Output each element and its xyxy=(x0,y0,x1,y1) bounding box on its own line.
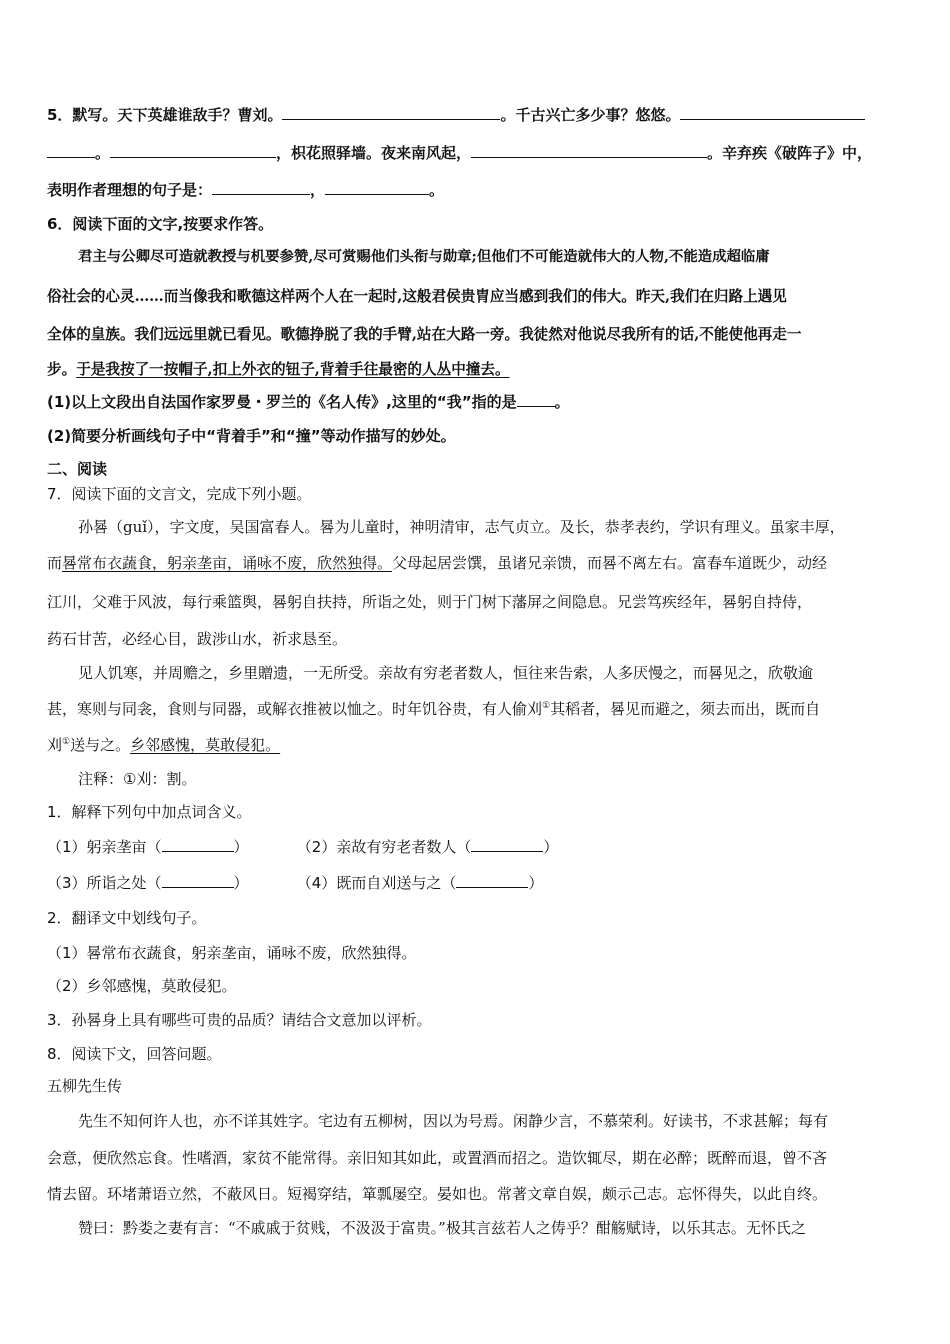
q7-underlined-sentence-2: 乡邻感愧，莫敢侵犯。 xyxy=(130,736,281,754)
q7-item xyxy=(47,836,292,857)
q5-text: 5．默写。天下英雄谁敌手？曹刘。 xyxy=(47,106,283,124)
q8-title: 五柳先生传 xyxy=(47,1077,123,1095)
q5-text: ，枳花照驿墙。夜来南风起， xyxy=(276,144,472,162)
section-heading: 二、阅读 xyxy=(47,460,108,478)
q7-item-text: ） xyxy=(233,838,249,856)
q7-para-line: 见人饥寒，并周赡之，乡里贈遗，一无所受。亲故有穷老者数人，恒往来告索，人多厌慢之，而晷见之，欣敬逾 xyxy=(78,664,814,682)
answer-blank[interactable] xyxy=(282,105,500,120)
q7-item-text: （4）既而自刈送与之（ xyxy=(296,874,457,892)
q5-text: 。辛弃疾《破阵子》中， xyxy=(707,144,873,162)
answer-blank[interactable] xyxy=(212,180,310,195)
q7-text: 而 xyxy=(47,554,63,572)
q7-text: 送与之。 xyxy=(70,736,131,754)
q7-item xyxy=(297,838,559,856)
q7-subq-3: 3．孙晷身上具有哪些可贵的品质？请结合文意加以评析。 xyxy=(47,1011,432,1029)
q7-text: 甚，寒则与同衾，食则与同器，或解衣推被以恤之。时年饥谷贵，有人偷刈 xyxy=(47,700,543,718)
q5-line-3 xyxy=(47,179,444,200)
q7-subq-1: 1．解释下列句中加点词含义。 xyxy=(47,803,252,821)
q7-subq-1-row xyxy=(47,872,543,893)
q7-text: 父母起居尝馔，虽诸兄亲馈，而晷不离左右。富春车道既少，动经 xyxy=(392,554,828,572)
q5-text: ， xyxy=(310,181,326,199)
q6-sub-1 xyxy=(47,391,570,412)
q7-para-line xyxy=(47,552,827,573)
answer-blank[interactable] xyxy=(471,143,707,158)
q7-item-text: ） xyxy=(543,838,559,856)
q7-subq-2-item: （1）晷常布衣蔬食，躬亲垄亩，诵咏不废，欣然独得。 xyxy=(47,944,417,962)
q7-item-text: ） xyxy=(233,874,249,892)
q7-para-line xyxy=(47,698,820,719)
q7-text: 刈 xyxy=(47,736,63,754)
q5-line-2 xyxy=(47,142,872,163)
footnote-marker: ① xyxy=(542,701,551,711)
q8-heading: 8．阅读下文，回答问题。 xyxy=(47,1045,222,1063)
q5-text: 。 xyxy=(429,181,445,199)
q6-para-line: 全体的皇族。我们远远里就已看见。歌德挣脱了我的手臂,站在大路一旁。我徒然对他说尽我所有的话,不能使他再走一 xyxy=(47,326,802,343)
q7-item-text: （1）躬亲垄亩（ xyxy=(47,838,162,856)
q6-text: 。 xyxy=(554,393,570,411)
q7-para-line xyxy=(47,734,280,755)
q7-text: 其稻者，晷见而避之，须去而出，既而自 xyxy=(550,700,821,718)
q7-subq-2: 2．翻译文中划线句子。 xyxy=(47,909,207,927)
answer-blank[interactable] xyxy=(162,837,234,852)
q7-underlined-sentence-1: 晷常布衣蔬食，躬亲垄亩，诵咏不废，欣然独得。 xyxy=(62,554,393,572)
answer-blank[interactable] xyxy=(325,180,429,195)
answer-blank[interactable] xyxy=(471,837,543,852)
q6-para-line-4 xyxy=(47,358,510,379)
q6-para-line: 君主与公卿尽可造就教授与机要参赞,尽可赏赐他们头衔与勋章;但他们不可能造就伟大的人物,不能造成超临庸 xyxy=(78,248,770,265)
answer-blank[interactable] xyxy=(162,873,234,888)
q5-text: 。千古兴亡多少事？悠悠。 xyxy=(500,106,681,124)
q7-item xyxy=(47,872,292,893)
q7-para-line: 江川，父难于风波，每行乘篮舆，晷躬自扶持，所诣之处，则于门树下藩屏之间隐息。兄尝笃疾经年，晷躬自持侍， xyxy=(47,593,813,611)
q6-sub-2: (2)简要分析画线句子中“背着手”和“撞”等动作描写的妙处。 xyxy=(47,427,456,445)
answer-blank[interactable] xyxy=(47,143,95,158)
q6-underlined-sentence: 于是我按了一按帽子,扣上外衣的钮子,背着手往最密的人丛中撞去。 xyxy=(76,361,510,378)
q6-para-line: 俗社会的心灵……而当像我和歌德这样两个人在一起时,这般君侯贵胄应当感到我们的伟大。昨天,我们在归路上遇见 xyxy=(47,288,787,305)
q7-item-text: （3）所诣之处（ xyxy=(47,874,162,892)
answer-blank[interactable] xyxy=(680,105,865,120)
q5-line-1 xyxy=(47,104,865,125)
q6-heading: 6．阅读下面的文字,按要求作答。 xyxy=(47,215,274,233)
answer-blank[interactable] xyxy=(456,873,528,888)
q8-para-line: 会意，便欣然忘食。性嗜酒，家贫不能常得。亲旧知其如此，或置酒而招之。造饮辄尽，期在必醉；既醉而退，曾不吝 xyxy=(47,1149,828,1167)
q8-para-line: 赞曰：黔娄之妻有言：“不戚戚于贫贱，不汲汲于富贵。”极其言兹若人之俦乎？酣觞赋诗，以乐其志。无怀氏之 xyxy=(78,1219,806,1237)
q5-text: 。 xyxy=(95,144,111,162)
q7-subq-2-item: （2）乡邻感愧，莫敢侵犯。 xyxy=(47,977,237,995)
q8-para-line: 先生不知何许人也，亦不详其姓字。宅边有五柳树，因以为号焉。闲静少言，不慕荣利。好读书，不求甚解；每有 xyxy=(78,1112,829,1130)
q7-para-line: 孙晷（guǐ），字文度，吴国富春人。晷为儿童时，神明清审，志气贞立。及长，恭孝表约，学识有理义。虽家丰厚， xyxy=(78,518,845,536)
q7-note: 注释：①刈：割。 xyxy=(78,770,197,788)
q7-item xyxy=(297,874,544,892)
q7-subq-1-row xyxy=(47,836,558,857)
q6-text: (1)以上文段出自法国作家罗曼・罗兰的《名人传》,这里的“我”指的是 xyxy=(47,393,517,411)
answer-blank[interactable] xyxy=(517,392,555,407)
q8-para-line: 情去留。环堵萧语立然，不蔽风日。短褐穿结，箪瓢屡空。晏如也。常著文章自娱，颇示己志。忘怀得失，以此自终。 xyxy=(47,1185,828,1203)
q6-text: 步。 xyxy=(47,361,77,378)
q5-text: 表明作者理想的句子是： xyxy=(47,181,213,199)
q7-heading: 7．阅读下面的文言文，完成下列小题。 xyxy=(47,485,312,503)
q7-item-text: （2）亲故有穷老者数人（ xyxy=(296,838,472,856)
q7-para-line: 药石甘苦，必经心目，跋涉山水，祈求恳至。 xyxy=(47,630,348,648)
q7-item-text: ） xyxy=(528,874,544,892)
answer-blank[interactable] xyxy=(110,143,276,158)
footnote-marker: ① xyxy=(62,737,71,747)
